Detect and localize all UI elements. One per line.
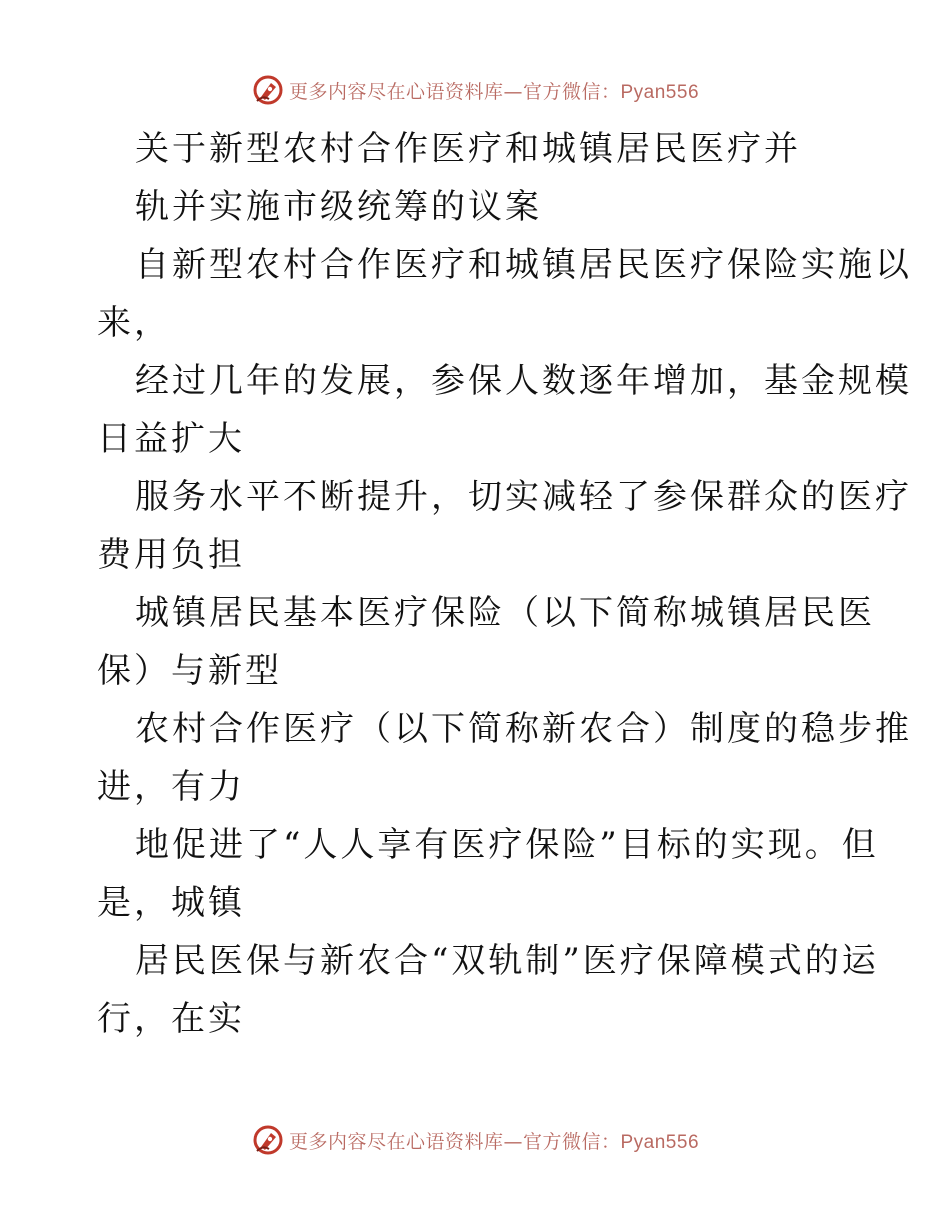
banner-wechat-id: Pyan556 (620, 81, 700, 103)
banner-separator: — (503, 80, 523, 103)
title-line-1: 关于新型农村合作医疗和城镇居民医疗并 (135, 129, 801, 169)
banner-wechat-label: 官方微信： (522, 80, 621, 103)
document-body (97, 120, 912, 1048)
paragraph-line: 地促进了“人人享有医疗保险”目标的实现。但 (135, 825, 879, 865)
banner-title: 更多内容尽在心语资料库 (288, 80, 504, 103)
footer-banner (0, 1122, 950, 1158)
paragraph-line: 行，在实 (97, 999, 245, 1039)
paragraph-line: 城镇居民基本医疗保险（以下简称城镇居民医 (135, 593, 875, 633)
paragraph-line: 居民医保与新农合“双轨制”医疗保障模式的运 (135, 941, 879, 981)
banner-text (289, 1127, 699, 1154)
paragraph-line: 保）与新型 (97, 651, 282, 691)
header-banner (0, 72, 950, 108)
paragraph-line: 服务水平不断提升，切实减轻了参保群众的医疗 (135, 477, 912, 517)
paragraph-line: 经过几年的发展，参保人数逐年增加，基金规模 (135, 361, 912, 401)
paragraph-line: 费用负担 (97, 535, 245, 575)
pen-nib-logo-icon (251, 1123, 285, 1157)
banner-wechat-id: Pyan556 (620, 1131, 700, 1153)
banner-wechat-label: 官方微信： (522, 1130, 621, 1153)
title-line-2: 轨并实施市级统筹的议案 (135, 187, 542, 227)
paragraph-line: 日益扩大 (97, 419, 245, 459)
pen-nib-logo-icon (251, 73, 285, 107)
paragraph-line: 是，城镇 (97, 883, 245, 923)
banner-separator: — (503, 1130, 523, 1153)
paragraph-line: 进，有力 (97, 767, 245, 807)
paragraph-line: 自新型农村合作医疗和城镇居民医疗保险实施以 (135, 245, 912, 285)
paragraph-line: 来， (97, 303, 171, 343)
paragraph-line: 农村合作医疗（以下简称新农合）制度的稳步推 (135, 709, 912, 749)
banner-title: 更多内容尽在心语资料库 (288, 1130, 504, 1153)
banner-text (289, 77, 699, 104)
